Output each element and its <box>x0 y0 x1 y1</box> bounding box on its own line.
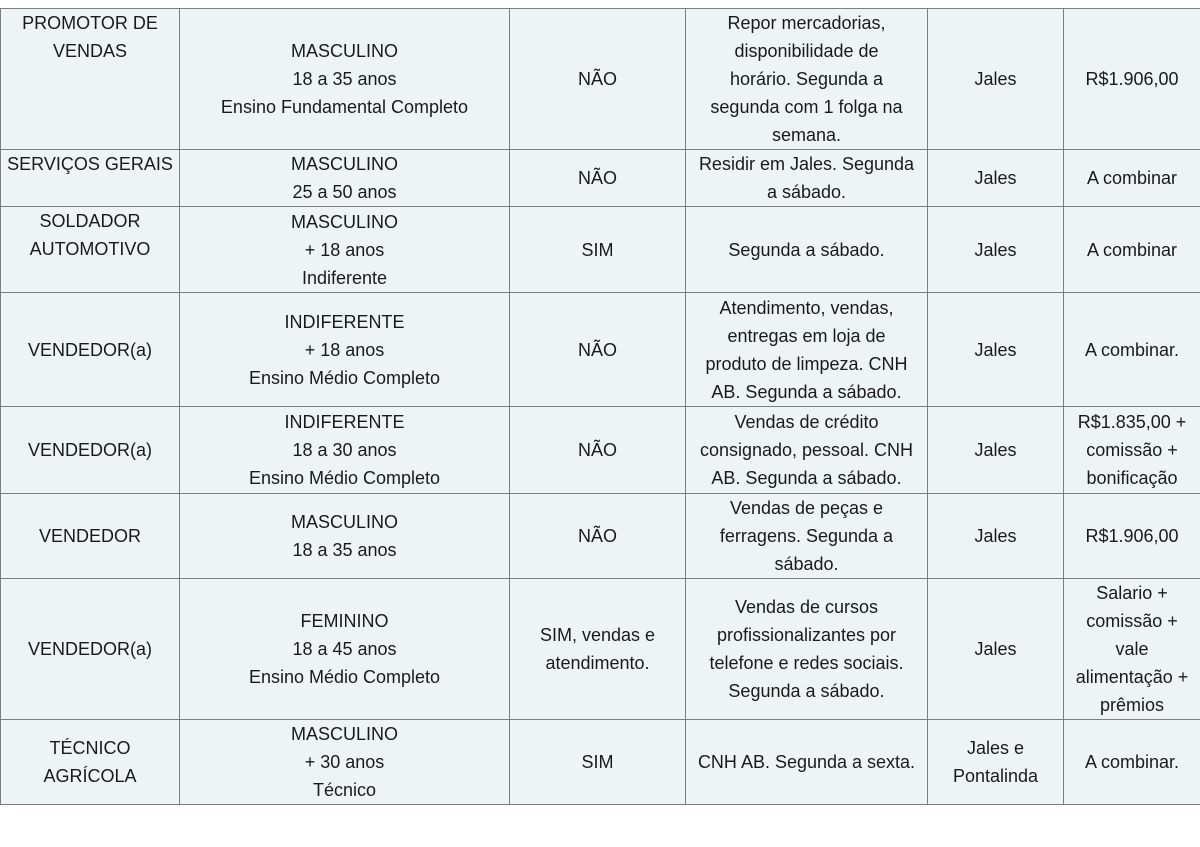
table-row <box>1 579 1200 720</box>
candidate-profile-cell: FEMININO 18 a 45 anos Ensino Médio Completo <box>180 579 510 720</box>
candidate-profile-cell: INDIFERENTE + 18 anos Ensino Médio Completo <box>180 293 510 407</box>
job-listings-sheet <box>0 8 1200 805</box>
job-title-cell: TÉCNICO AGRÍCOLA <box>1 720 180 805</box>
salary-cell: A combinar <box>1064 150 1200 207</box>
candidate-profile-cell: MASCULINO + 30 anos Técnico <box>180 720 510 805</box>
city-cell: Jales <box>928 150 1064 207</box>
table-row <box>1 720 1200 805</box>
table-row <box>1 9 1200 150</box>
city-cell: Jales <box>928 9 1064 150</box>
city-cell: Jales <box>928 407 1064 494</box>
salary-cell: A combinar. <box>1064 720 1200 805</box>
experience-cell: NÃO <box>510 407 686 494</box>
experience-cell: SIM, vendas e atendimento. <box>510 579 686 720</box>
table-row <box>1 494 1200 579</box>
salary-cell: R$1.906,00 <box>1064 9 1200 150</box>
description-cell: Vendas de crédito consignado, pessoal. CNH AB. Segunda a sábado. <box>686 407 928 494</box>
table-row <box>1 150 1200 207</box>
candidate-profile-cell: MASCULINO 25 a 50 anos <box>180 150 510 207</box>
job-title-cell: VENDEDOR(a) <box>1 293 180 407</box>
candidate-profile-cell: INDIFERENTE 18 a 30 anos Ensino Médio Completo <box>180 407 510 494</box>
experience-cell: NÃO <box>510 293 686 407</box>
experience-cell: SIM <box>510 207 686 293</box>
city-cell: Jales <box>928 579 1064 720</box>
city-cell: Jales <box>928 207 1064 293</box>
experience-cell: NÃO <box>510 150 686 207</box>
city-cell: Jales <box>928 293 1064 407</box>
table-row <box>1 293 1200 407</box>
salary-cell: R$1.835,00 + comissão + bonificação <box>1064 407 1200 494</box>
city-cell: Jales <box>928 494 1064 579</box>
candidate-profile-cell: MASCULINO 18 a 35 anos Ensino Fundamental Completo <box>180 9 510 150</box>
candidate-profile-cell: MASCULINO 18 a 35 anos <box>180 494 510 579</box>
experience-cell: NÃO <box>510 494 686 579</box>
job-listings-table <box>0 8 1200 805</box>
city-cell: Jales e Pontalinda <box>928 720 1064 805</box>
candidate-profile-cell: MASCULINO + 18 anos Indiferente <box>180 207 510 293</box>
description-cell: CNH AB. Segunda a sexta. <box>686 720 928 805</box>
description-cell: Vendas de cursos profissionalizantes por telefone e redes sociais. Segunda a sábado. <box>686 579 928 720</box>
job-title-cell: SERVIÇOS GERAIS <box>1 150 180 207</box>
description-cell: Repor mercadorias, disponibilidade de horário. Segunda a segunda com 1 folga na semana. <box>686 9 928 150</box>
description-cell: Segunda a sábado. <box>686 207 928 293</box>
job-title-cell: VENDEDOR(a) <box>1 579 180 720</box>
description-cell: Atendimento, vendas, entregas em loja de produto de limpeza. CNH AB. Segunda a sábado. <box>686 293 928 407</box>
salary-cell: A combinar <box>1064 207 1200 293</box>
experience-cell: NÃO <box>510 9 686 150</box>
salary-cell: Salario + comissão + vale alimentação + prêmios <box>1064 579 1200 720</box>
table-row <box>1 207 1200 293</box>
experience-cell: SIM <box>510 720 686 805</box>
job-title-cell: VENDEDOR(a) <box>1 407 180 494</box>
salary-cell: A combinar. <box>1064 293 1200 407</box>
salary-cell: R$1.906,00 <box>1064 494 1200 579</box>
description-cell: Residir em Jales. Segunda a sábado. <box>686 150 928 207</box>
job-title-cell: VENDEDOR <box>1 494 180 579</box>
job-title-cell: PROMOTOR DE VENDAS <box>1 9 180 150</box>
job-title-cell: SOLDADOR AUTOMOTIVO <box>1 207 180 293</box>
table-row <box>1 407 1200 494</box>
description-cell: Vendas de peças e ferragens. Segunda a sábado. <box>686 494 928 579</box>
